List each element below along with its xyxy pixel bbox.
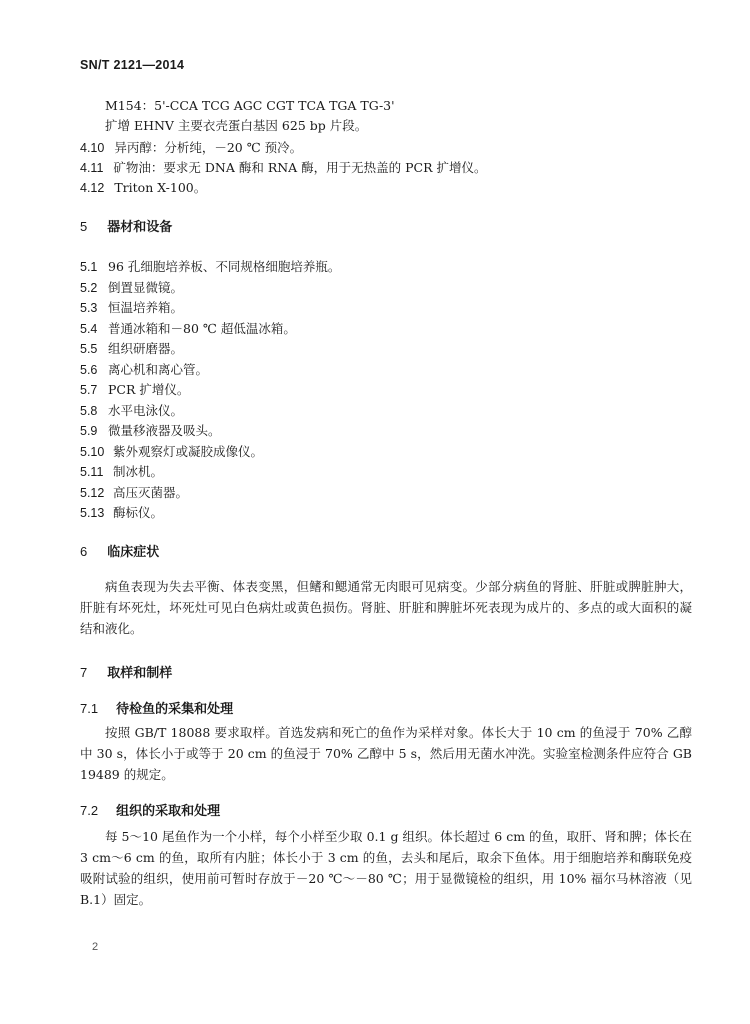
item-number: 4.11 [80, 161, 104, 175]
item-text: 微量移液器及吸头。 [108, 423, 221, 438]
subsection-title: 待检鱼的采集和处理 [116, 702, 234, 717]
item-number: 5.13 [80, 506, 105, 520]
paragraph-text: 病鱼表现为失去平衡、体表变黑，但鳍和鳃通常无肉眼可见病变。少部分病鱼的肾脏、肝脏或脾脏肿大，肝脏有坏死灶，坏死灶可见白色病灶或黄色损伤。肾脏、肝脏和脾脏坏死表现为成片的、多点的或大面积的凝结和液化。 [80, 579, 692, 636]
page-number: 2 [92, 941, 99, 953]
equipment-item [80, 256, 340, 275]
equipment-item [80, 400, 183, 419]
item-number: 5.9 [80, 424, 98, 438]
item-number: 5.3 [80, 301, 98, 315]
section-number: 5 [80, 219, 88, 234]
item-text: 高压灭菌器。 [113, 485, 189, 500]
item-text: 水平电泳仪。 [108, 403, 184, 418]
equipment-item [80, 338, 183, 357]
equipment-item [80, 277, 183, 296]
section-title: 临床症状 [107, 545, 160, 560]
subsection-number: 7.2 [80, 803, 99, 818]
equipment-item [80, 461, 163, 480]
item-text: 制冰机。 [113, 464, 164, 479]
equipment-item [80, 359, 208, 378]
item-text: Triton X-100。 [114, 180, 207, 195]
section-heading [80, 216, 172, 235]
item-number: 5.5 [80, 342, 98, 356]
section-number: 6 [80, 544, 88, 559]
equipment-item [80, 379, 189, 398]
subsection-title: 组织的采取和处理 [116, 804, 221, 819]
item-number: 5.12 [80, 486, 105, 500]
item-number: 5.7 [80, 383, 98, 397]
section-number: 7 [80, 665, 88, 680]
reagent-item [80, 137, 302, 156]
tissue-paragraph [80, 826, 692, 910]
equipment-item [80, 482, 188, 501]
item-text: 异丙醇：分析纯，－20 ℃ 预冷。 [114, 140, 303, 155]
item-text: 组织研磨器。 [108, 341, 184, 356]
equipment-item [80, 502, 163, 521]
reagent-item [80, 157, 487, 176]
item-text: 离心机和离心管。 [108, 362, 209, 377]
primer-sequence: M154：5'-CCA TCG AGC CGT TCA TGA TG-3' [105, 98, 395, 113]
subsection-heading [80, 800, 220, 819]
item-text: 普通冰箱和－80 ℃ 超低温冰箱。 [108, 321, 296, 336]
item-number: 4.12 [80, 181, 105, 195]
clinical-paragraph [80, 576, 692, 639]
reagent-item [80, 177, 206, 196]
equipment-item [80, 297, 183, 316]
standard-code: SN/T 2121—2014 [80, 58, 185, 72]
subsection-heading [80, 698, 233, 717]
item-text: 恒温培养箱。 [108, 300, 184, 315]
item-number: 5.1 [80, 260, 98, 274]
primer-description: 扩增 EHNV 主要衣壳蛋白基因 625 bp 片段。 [105, 118, 368, 133]
subsection-number: 7.1 [80, 701, 99, 716]
section-heading [80, 662, 172, 681]
paragraph-text: 按照 GB/T 18088 要求取样。首选发病和死亡的鱼作为采样对象。体长大于 10 cm 的鱼浸于 70% 乙醇中 30 s，体长小于或等于 20 cm 的鱼浸于 70% 乙醇中 5 s，然后用无菌水冲洗。实验室检测条件应符合 GB 19489 的规定。 [80, 725, 692, 782]
item-text: 酶标仪。 [113, 505, 164, 520]
item-number: 5.11 [80, 465, 104, 479]
section-heading [80, 541, 159, 560]
sampling-paragraph [80, 722, 692, 785]
section-title: 取样和制样 [107, 666, 173, 681]
item-text: 紫外观察灯或凝胶成像仪。 [113, 444, 264, 459]
item-text: 矿物油：要求无 DNA 酶和 RNA 酶，用于无热盖的 PCR 扩增仪。 [113, 160, 487, 175]
item-number: 5.4 [80, 322, 98, 336]
item-text: 倒置显微镜。 [108, 280, 184, 295]
item-number: 5.8 [80, 404, 98, 418]
item-number: 5.2 [80, 281, 98, 295]
item-number: 4.10 [80, 141, 105, 155]
equipment-item [80, 441, 263, 460]
section-title: 器材和设备 [107, 220, 173, 235]
equipment-item [80, 318, 296, 337]
item-number: 5.10 [80, 445, 105, 459]
item-text: 96 孔细胞培养板、不同规格细胞培养瓶。 [108, 259, 341, 274]
item-number: 5.6 [80, 363, 98, 377]
paragraph-text: 每 5～10 尾鱼作为一个小样，每个小样至少取 0.1 g 组织。体长超过 6 cm 的鱼，取肝、肾和脾；体长在 3 cm～6 cm 的鱼，取所有内脏；体长小于 3 cm 的鱼，去头和尾后，取余下鱼体。用于细胞培养和酶联免疫吸附试验的组织，使用前可暂时存放于－20 ℃～－80 ℃；用于显微镜检的组织，用 10% 福尔马林溶液（见 B.1）固定。 [80, 829, 692, 907]
item-text: PCR 扩增仪。 [108, 382, 190, 397]
equipment-item [80, 420, 221, 439]
